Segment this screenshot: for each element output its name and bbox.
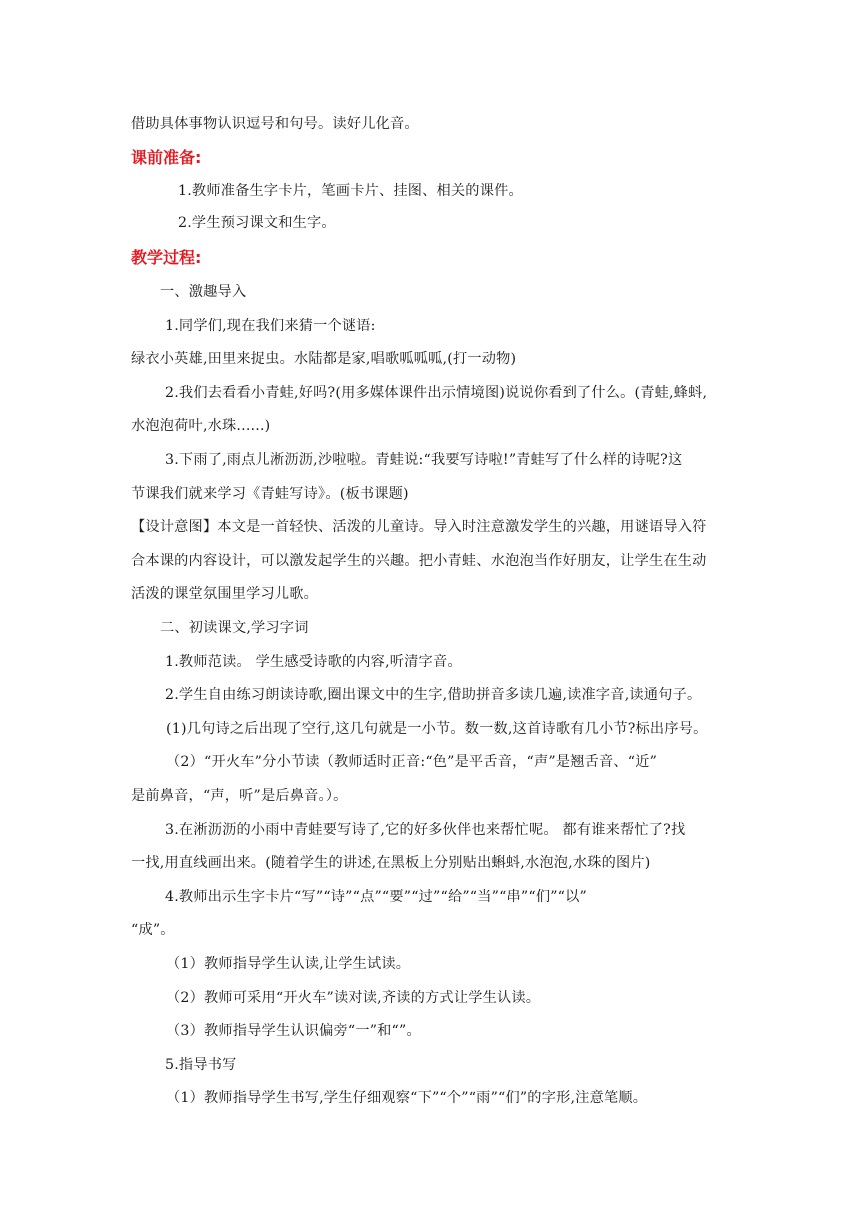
prep-heading: 课前准备: xyxy=(131,148,202,167)
paragraph-line: 是前鼻音，“声，听”是后鼻音。）。 xyxy=(131,788,348,804)
paragraph-line: 一找,用直线画出来。(随着学生的讲述,在黑板上分别贴出蝌蚪,水泡泡,水珠的图片) xyxy=(131,855,651,871)
intro-line: 借助具体事物认识逗号和句号。读好儿化音。 xyxy=(131,116,419,132)
paragraph-line: 2.我们去看看小青蛙,好吗?(用多媒体课件出示情境图)说说你看到了什么。(青蛙,蜂蚪, xyxy=(165,385,708,401)
paragraph-line: （2）教师可采用“开火车”读对读,齐读的方式让学生认读。 xyxy=(166,990,541,1006)
paragraph-line: （1）教师指导学生认读,让学生试读。 xyxy=(166,956,411,972)
paragraph-line: 4.教师出示生字卡片“写”“诗”“点”“要”“过”“给”“当”“串”“们”“以” xyxy=(165,889,587,905)
design-intent-line: 合本课的内容设计，可以激发起学生的兴趣。把小青蛙、水泡泡当作好朋友，让学生在生动 xyxy=(131,553,707,569)
paragraph-line: 节课我们就来学习《青蛙写诗》。(板书课题) xyxy=(131,486,409,502)
paragraph-line: （1）教师指导学生书写,学生仔细观察“下”“个”“雨”“们”的字形,注意笔顺。 xyxy=(166,1090,648,1106)
paragraph-line: “成”。 xyxy=(131,922,175,938)
paragraph-line: （3）教师指导学生认识偏旁“一”和“”。 xyxy=(166,1023,421,1039)
paragraph-line: 水泡泡荷叶,水珠......) xyxy=(131,418,271,434)
section-heading-2: 二、初读课文,学习字词 xyxy=(160,620,309,636)
section-heading-1: 一、激趣导入 xyxy=(160,284,247,300)
paragraph-line: 2.学生自由练习朗读诗歌,圈出课文中的生字,借助拼音多读几遍,读准字音,读通句子。 xyxy=(165,687,702,703)
paragraph-line: 5.指导书写 xyxy=(165,1057,237,1073)
process-heading: 教学过程: xyxy=(131,248,202,267)
paragraph-line: 3.下雨了,雨点儿淅沥沥,沙啦啦。青蛙说:“我要写诗啦!”青蛙写了什么样的诗呢?这 xyxy=(165,452,683,468)
paragraph-line: （2）“开火车”分小节读（教师适时正音:“色”是平舌音，“声”是翘舌音、“近” xyxy=(166,754,658,770)
paragraph-line: 绿衣小英雄,田里来捉虫。水陆都是家,唱歌呱呱呱,(打一动物) xyxy=(131,351,517,367)
paragraph-line: (1)几句诗之后出现了空行,这几句就是一小节。数一数,这首诗歌有几小节?标出序号。 xyxy=(166,721,708,737)
design-intent-line: 活泼的课堂氛围里学习儿歌。 xyxy=(131,586,319,602)
prep-item-2: 2.学生预习课文和生字。 xyxy=(178,215,336,231)
paragraph-line: 3.在淅沥沥的小雨中青蛙要写诗了,它的好多伙伴也来帮忙呢。 都有谁来帮忙了?找 xyxy=(165,822,686,838)
design-intent-line: 【设计意图】本文是一首轻快、活泼的儿童诗。导入时注意激发学生的兴趣，用谜语导入符 xyxy=(131,519,707,535)
prep-item-1: 1.教师准备生字卡片，笔画卡片、挂图、相关的课件。 xyxy=(178,183,523,199)
paragraph-line: 1.同学们,现在我们来猜一个谜语: xyxy=(165,318,376,334)
paragraph-line: 1.教师范读。 学生感受诗歌的内容,听清字音。 xyxy=(165,654,462,670)
